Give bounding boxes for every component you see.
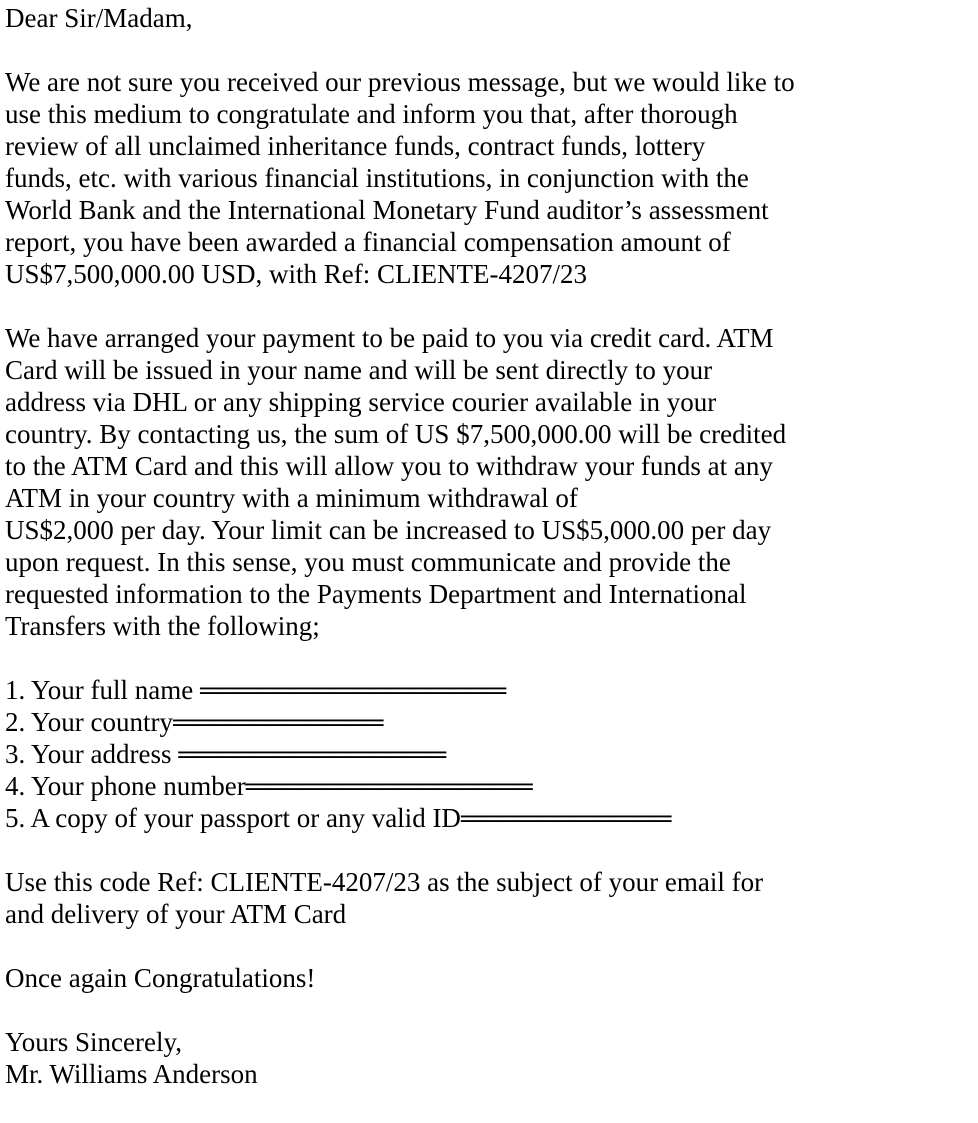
paragraph-line: to the ATM Card and this will allow you to withdraw your funds at any — [5, 451, 773, 481]
paragraph-line: Card will be issued in your name and will be sent directly to your — [5, 355, 713, 385]
paragraph-line: use this medium to congratulate and inform you that, after thorough — [5, 99, 738, 129]
payment-paragraph — [5, 322, 965, 642]
paragraph-line: Use this code Ref: CLIENTE-4207/23 as the subject of your email for — [5, 867, 764, 897]
paragraph-line: World Bank and the International Monetary Fund auditor’s assessment — [5, 195, 769, 225]
paragraph-gap — [5, 290, 965, 322]
paragraph-line: report, you have been awarded a financial compensation amount of — [5, 227, 731, 257]
paragraph-line: upon request. In this sense, you must communicate and provide the — [5, 547, 731, 577]
list-item: 5. A copy of your passport or any valid ID═══════════ — [5, 803, 672, 833]
paragraph-line: requested information to the Payments Department and International — [5, 579, 747, 609]
paragraph-line: address via DHL or any shipping service courier available in your — [5, 387, 717, 417]
paragraph-gap — [5, 34, 965, 66]
sign-off: Yours Sincerely, — [5, 1027, 183, 1057]
paragraph-line: We are not sure you received our previous message, but we would like to — [5, 67, 795, 97]
paragraph-line: US$7,500,000.00 USD, with Ref: CLIENTE-4207/23 — [5, 259, 587, 289]
reference-paragraph — [5, 866, 965, 930]
requested-info-list — [5, 674, 965, 834]
greeting: Dear Sir/Madam, — [5, 3, 193, 33]
paragraph-line: funds, etc. with various financial institutions, in conjunction with the — [5, 163, 749, 193]
email-letter-body — [5, 2, 965, 1090]
paragraph-line: review of all unclaimed inheritance funds, contract funds, lottery — [5, 131, 706, 161]
congratulations-line: Once again Congratulations! — [5, 963, 316, 993]
paragraph-gap — [5, 642, 965, 674]
list-item: 2. Your country═══════════ — [5, 707, 384, 737]
paragraph-line: and delivery of your ATM Card — [5, 899, 347, 929]
paragraph-gap — [5, 930, 965, 962]
paragraph-line: US$2,000 per day. Your limit can be increased to US$5,000.00 per day — [5, 515, 772, 545]
signature-name: Mr. Williams Anderson — [5, 1059, 258, 1089]
list-item: 3. Your address ══════════════ — [5, 739, 447, 769]
paragraph-gap — [5, 994, 965, 1026]
paragraph-line: country. By contacting us, the sum of US $7,500,000.00 will be credited — [5, 419, 787, 449]
intro-paragraph — [5, 66, 965, 290]
list-item: 1. Your full name ════════════════ — [5, 675, 507, 705]
paragraph-line: ATM in your country with a minimum withdrawal of — [5, 483, 578, 513]
paragraph-line: We have arranged your payment to be paid to you via credit card. ATM — [5, 323, 774, 353]
paragraph-gap — [5, 834, 965, 866]
list-item: 4. Your phone number═══════════════ — [5, 771, 533, 801]
paragraph-line: Transfers with the following; — [5, 611, 320, 641]
